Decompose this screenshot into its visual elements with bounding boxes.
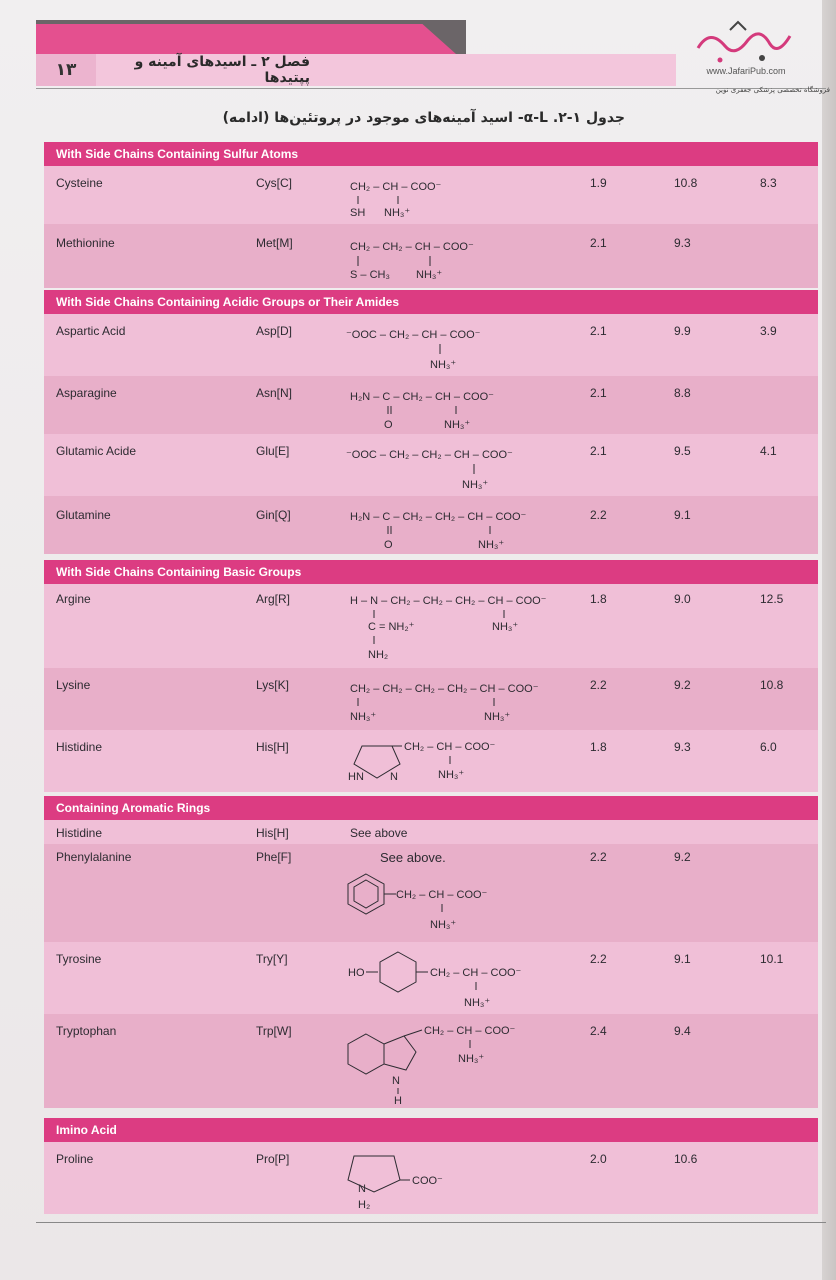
amino-acid-abbr: Lys[K] <box>256 678 289 692</box>
publisher-subtitle: فروشگاه تخصصی پزشکی جعفری نوین <box>715 86 830 94</box>
svg-text:⁻OOC – CH₂ – CH – COO⁻: ⁻OOC – CH₂ – CH – COO⁻ <box>346 329 481 341</box>
page-number: ۱۳ <box>36 54 96 86</box>
amino-acid-name: Glutamic Acide <box>56 444 137 458</box>
table-row <box>44 844 818 942</box>
amino-acid-abbr: Glu[E] <box>256 444 290 458</box>
svg-text:N: N <box>392 1075 400 1087</box>
pk2-value: 9.9 <box>674 324 691 338</box>
table-row <box>44 1014 818 1108</box>
svg-text:N: N <box>390 771 398 783</box>
svg-text:CH₂ – CH – COO⁻: CH₂ – CH – COO⁻ <box>404 741 496 753</box>
amino-acid-abbr: Asn[N] <box>256 386 293 400</box>
structural-formula <box>344 380 564 438</box>
pk1-value: 2.2 <box>590 508 607 522</box>
pk2-value: 9.5 <box>674 444 691 458</box>
svg-text:NH₃⁺: NH₃⁺ <box>416 269 443 281</box>
amino-acid-abbr: Try[Y] <box>256 952 288 966</box>
pk3-value: 4.1 <box>760 444 777 458</box>
publisher-logo-icon <box>690 18 800 68</box>
svg-text:⁻OOC – CH₂ – CH₂ – CH – COO⁻: ⁻OOC – CH₂ – CH₂ – CH – COO⁻ <box>346 449 513 461</box>
pk2-value: 9.0 <box>674 592 691 606</box>
amino-acid-name: Asparagine <box>56 386 117 400</box>
svg-text:NH₃⁺: NH₃⁺ <box>458 1053 485 1065</box>
pk2-value: 9.3 <box>674 740 691 754</box>
structural-formula <box>344 230 524 290</box>
amino-acid-abbr: His[H] <box>256 740 289 754</box>
structural-formula <box>344 170 504 226</box>
structural-formula <box>344 1146 564 1218</box>
svg-text:NH₃⁺: NH₃⁺ <box>462 479 489 491</box>
amino-acid-name: Phenylalanine <box>56 850 132 864</box>
see-above-note: See above. <box>380 850 446 865</box>
table-row <box>44 668 818 730</box>
footer-rule <box>36 1222 826 1223</box>
pk2-value: 9.1 <box>674 952 691 966</box>
amino-acid-abbr: Trp[W] <box>256 1024 292 1038</box>
amino-acid-abbr: Met[M] <box>256 236 293 250</box>
svg-text:NH₃⁺: NH₃⁺ <box>438 769 465 781</box>
see-above-note: See above <box>350 826 408 840</box>
svg-text:H: H <box>394 1095 402 1107</box>
pk2-value: 9.2 <box>674 850 691 864</box>
pk3-value: 8.3 <box>760 176 777 190</box>
svg-text:NH₃⁺: NH₃⁺ <box>350 711 377 723</box>
pk3-value: 6.0 <box>760 740 777 754</box>
structural-formula <box>344 944 584 1016</box>
section-header: With Side Chains Containing Sulfur Atoms <box>44 142 818 166</box>
svg-text:NH₂: NH₂ <box>368 649 389 661</box>
structural-formula <box>344 1018 584 1112</box>
chapter-title: فصل ۲ ـ اسیدهای آمینه و پپتیدها <box>134 54 310 86</box>
amino-acid-abbr: Cys[C] <box>256 176 292 190</box>
pk1-value: 2.1 <box>590 236 607 250</box>
table-row <box>44 584 818 668</box>
amino-acid-abbr: Pro[P] <box>256 1152 290 1166</box>
table-row <box>44 730 818 792</box>
svg-text:O: O <box>384 419 393 431</box>
amino-acid-name: Methionine <box>56 236 115 250</box>
amino-acid-abbr: Gin[Q] <box>256 508 291 522</box>
pk3-value: 10.1 <box>760 952 784 966</box>
svg-text:NH₃⁺: NH₃⁺ <box>478 539 505 551</box>
table-row <box>44 166 818 224</box>
amino-acid-abbr: His[H] <box>256 826 289 840</box>
svg-text:NH₃⁺: NH₃⁺ <box>464 997 491 1009</box>
pk2-value: 10.8 <box>674 176 698 190</box>
svg-text:NH₃⁺: NH₃⁺ <box>492 621 519 633</box>
structural-formula <box>344 870 564 944</box>
table-row <box>44 376 818 434</box>
pk2-value: 9.3 <box>674 236 691 250</box>
pk1-value: 2.2 <box>590 952 607 966</box>
structural-formula <box>344 672 584 732</box>
svg-text:HN: HN <box>348 771 364 783</box>
svg-text:H₂: H₂ <box>358 1199 371 1211</box>
svg-text:NH₃⁺: NH₃⁺ <box>430 359 457 371</box>
pk1-value: 2.1 <box>590 324 607 338</box>
table-row <box>44 942 818 1014</box>
publisher-url: www.JafariPub.com <box>706 66 786 76</box>
svg-text:S – CH₃: S – CH₃ <box>350 269 390 281</box>
pk1-value: 1.8 <box>590 592 607 606</box>
pk1-value: 1.8 <box>590 740 607 754</box>
amino-acid-name: Lysine <box>56 678 91 692</box>
svg-text:SH: SH <box>350 207 366 219</box>
section-header: Imino Acid <box>44 1118 818 1142</box>
pk2-value: 10.6 <box>674 1152 698 1166</box>
pk1-value: 2.4 <box>590 1024 607 1038</box>
svg-text:NH₃⁺: NH₃⁺ <box>444 419 471 431</box>
amino-acid-name: Histidine <box>56 826 103 840</box>
amino-acid-name: Tyrosine <box>56 952 102 966</box>
table-row <box>44 314 818 376</box>
svg-text:CH₂ – CH – COO⁻: CH₂ – CH – COO⁻ <box>430 967 522 979</box>
pk1-value: 2.1 <box>590 386 607 400</box>
svg-text:O: O <box>384 539 393 551</box>
amino-acid-name: Glutamine <box>56 508 111 522</box>
structural-formula <box>340 438 580 498</box>
svg-text:CH₂ – CH₂ – CH – COO⁻: CH₂ – CH₂ – CH – COO⁻ <box>350 241 474 253</box>
svg-text:NH₃⁺: NH₃⁺ <box>384 207 411 219</box>
svg-text:H₂N – C – CH₂ – CH – COO⁻: H₂N – C – CH₂ – CH – COO⁻ <box>350 391 494 403</box>
svg-text:H₂N – C – CH₂ – CH₂ – CH – COO: H₂N – C – CH₂ – CH₂ – CH – COO⁻ <box>350 511 527 523</box>
amino-acid-abbr: Phe[F] <box>256 850 292 864</box>
svg-text:NH₃⁺: NH₃⁺ <box>430 919 457 931</box>
amino-acid-name: Cysteine <box>56 176 103 190</box>
pk2-value: 9.4 <box>674 1024 691 1038</box>
pk3-value: 10.8 <box>760 678 784 692</box>
pk3-value: 12.5 <box>760 592 784 606</box>
table-row <box>44 496 818 554</box>
svg-text:CH₂ – CH₂ – CH₂ – CH₂ – CH – C: CH₂ – CH₂ – CH₂ – CH₂ – CH – COO⁻ <box>350 683 539 695</box>
pk1-value: 2.2 <box>590 678 607 692</box>
table-row <box>44 434 818 496</box>
svg-text:CH₂ – CH – COO⁻: CH₂ – CH – COO⁻ <box>350 181 442 193</box>
table-row <box>44 224 818 288</box>
header-pink-bar <box>36 24 456 54</box>
amino-acid-abbr: Arg[R] <box>256 592 291 606</box>
section-header: With Side Chains Containing Basic Groups <box>44 560 818 584</box>
structural-formula <box>344 586 584 670</box>
pk1-value: 2.2 <box>590 850 607 864</box>
svg-text:HO: HO <box>348 967 365 979</box>
book-spine <box>822 0 836 1280</box>
amino-acid-name: Histidine <box>56 740 103 754</box>
svg-text:H – N – CH₂ – CH₂ – CH₂ – CH –: H – N – CH₂ – CH₂ – CH₂ – CH – COO⁻ <box>350 595 547 607</box>
amino-acid-abbr: Asp[D] <box>256 324 293 338</box>
amino-acid-table <box>44 142 818 1222</box>
section-header: With Side Chains Containing Acidic Groups or Their Amides <box>44 290 818 314</box>
structural-formula <box>340 318 560 378</box>
pk3-value: 3.9 <box>760 324 777 338</box>
amino-acid-name: Argine <box>56 592 91 606</box>
section-header: Containing Aromatic Rings <box>44 796 818 820</box>
amino-acid-name: Proline <box>56 1152 94 1166</box>
svg-text:COO⁻: COO⁻ <box>412 1175 443 1187</box>
svg-text:CH₂ – CH – COO⁻: CH₂ – CH – COO⁻ <box>424 1025 516 1037</box>
table-caption: جدول ۱-۲. α-L- اسید آمینه‌های موجود در پروتئین‌ها (ادامه) <box>222 110 625 126</box>
structural-formula <box>344 732 584 794</box>
svg-text:CH₂ – CH – COO⁻: CH₂ – CH – COO⁻ <box>396 889 488 901</box>
table-row <box>44 820 818 844</box>
svg-text:NH₃⁺: NH₃⁺ <box>484 711 511 723</box>
svg-text:C = NH₂⁺: C = NH₂⁺ <box>368 621 415 633</box>
pk2-value: 8.8 <box>674 386 691 400</box>
pk2-value: 9.1 <box>674 508 691 522</box>
svg-text:N: N <box>358 1183 366 1195</box>
pk1-value: 2.0 <box>590 1152 607 1166</box>
amino-acid-name: Tryptophan <box>56 1024 117 1038</box>
amino-acid-name: Aspartic Acid <box>56 324 126 338</box>
table-row <box>44 1142 818 1214</box>
pk1-value: 2.1 <box>590 444 607 458</box>
pk2-value: 9.2 <box>674 678 691 692</box>
pk1-value: 1.9 <box>590 176 607 190</box>
structural-formula <box>344 500 584 558</box>
